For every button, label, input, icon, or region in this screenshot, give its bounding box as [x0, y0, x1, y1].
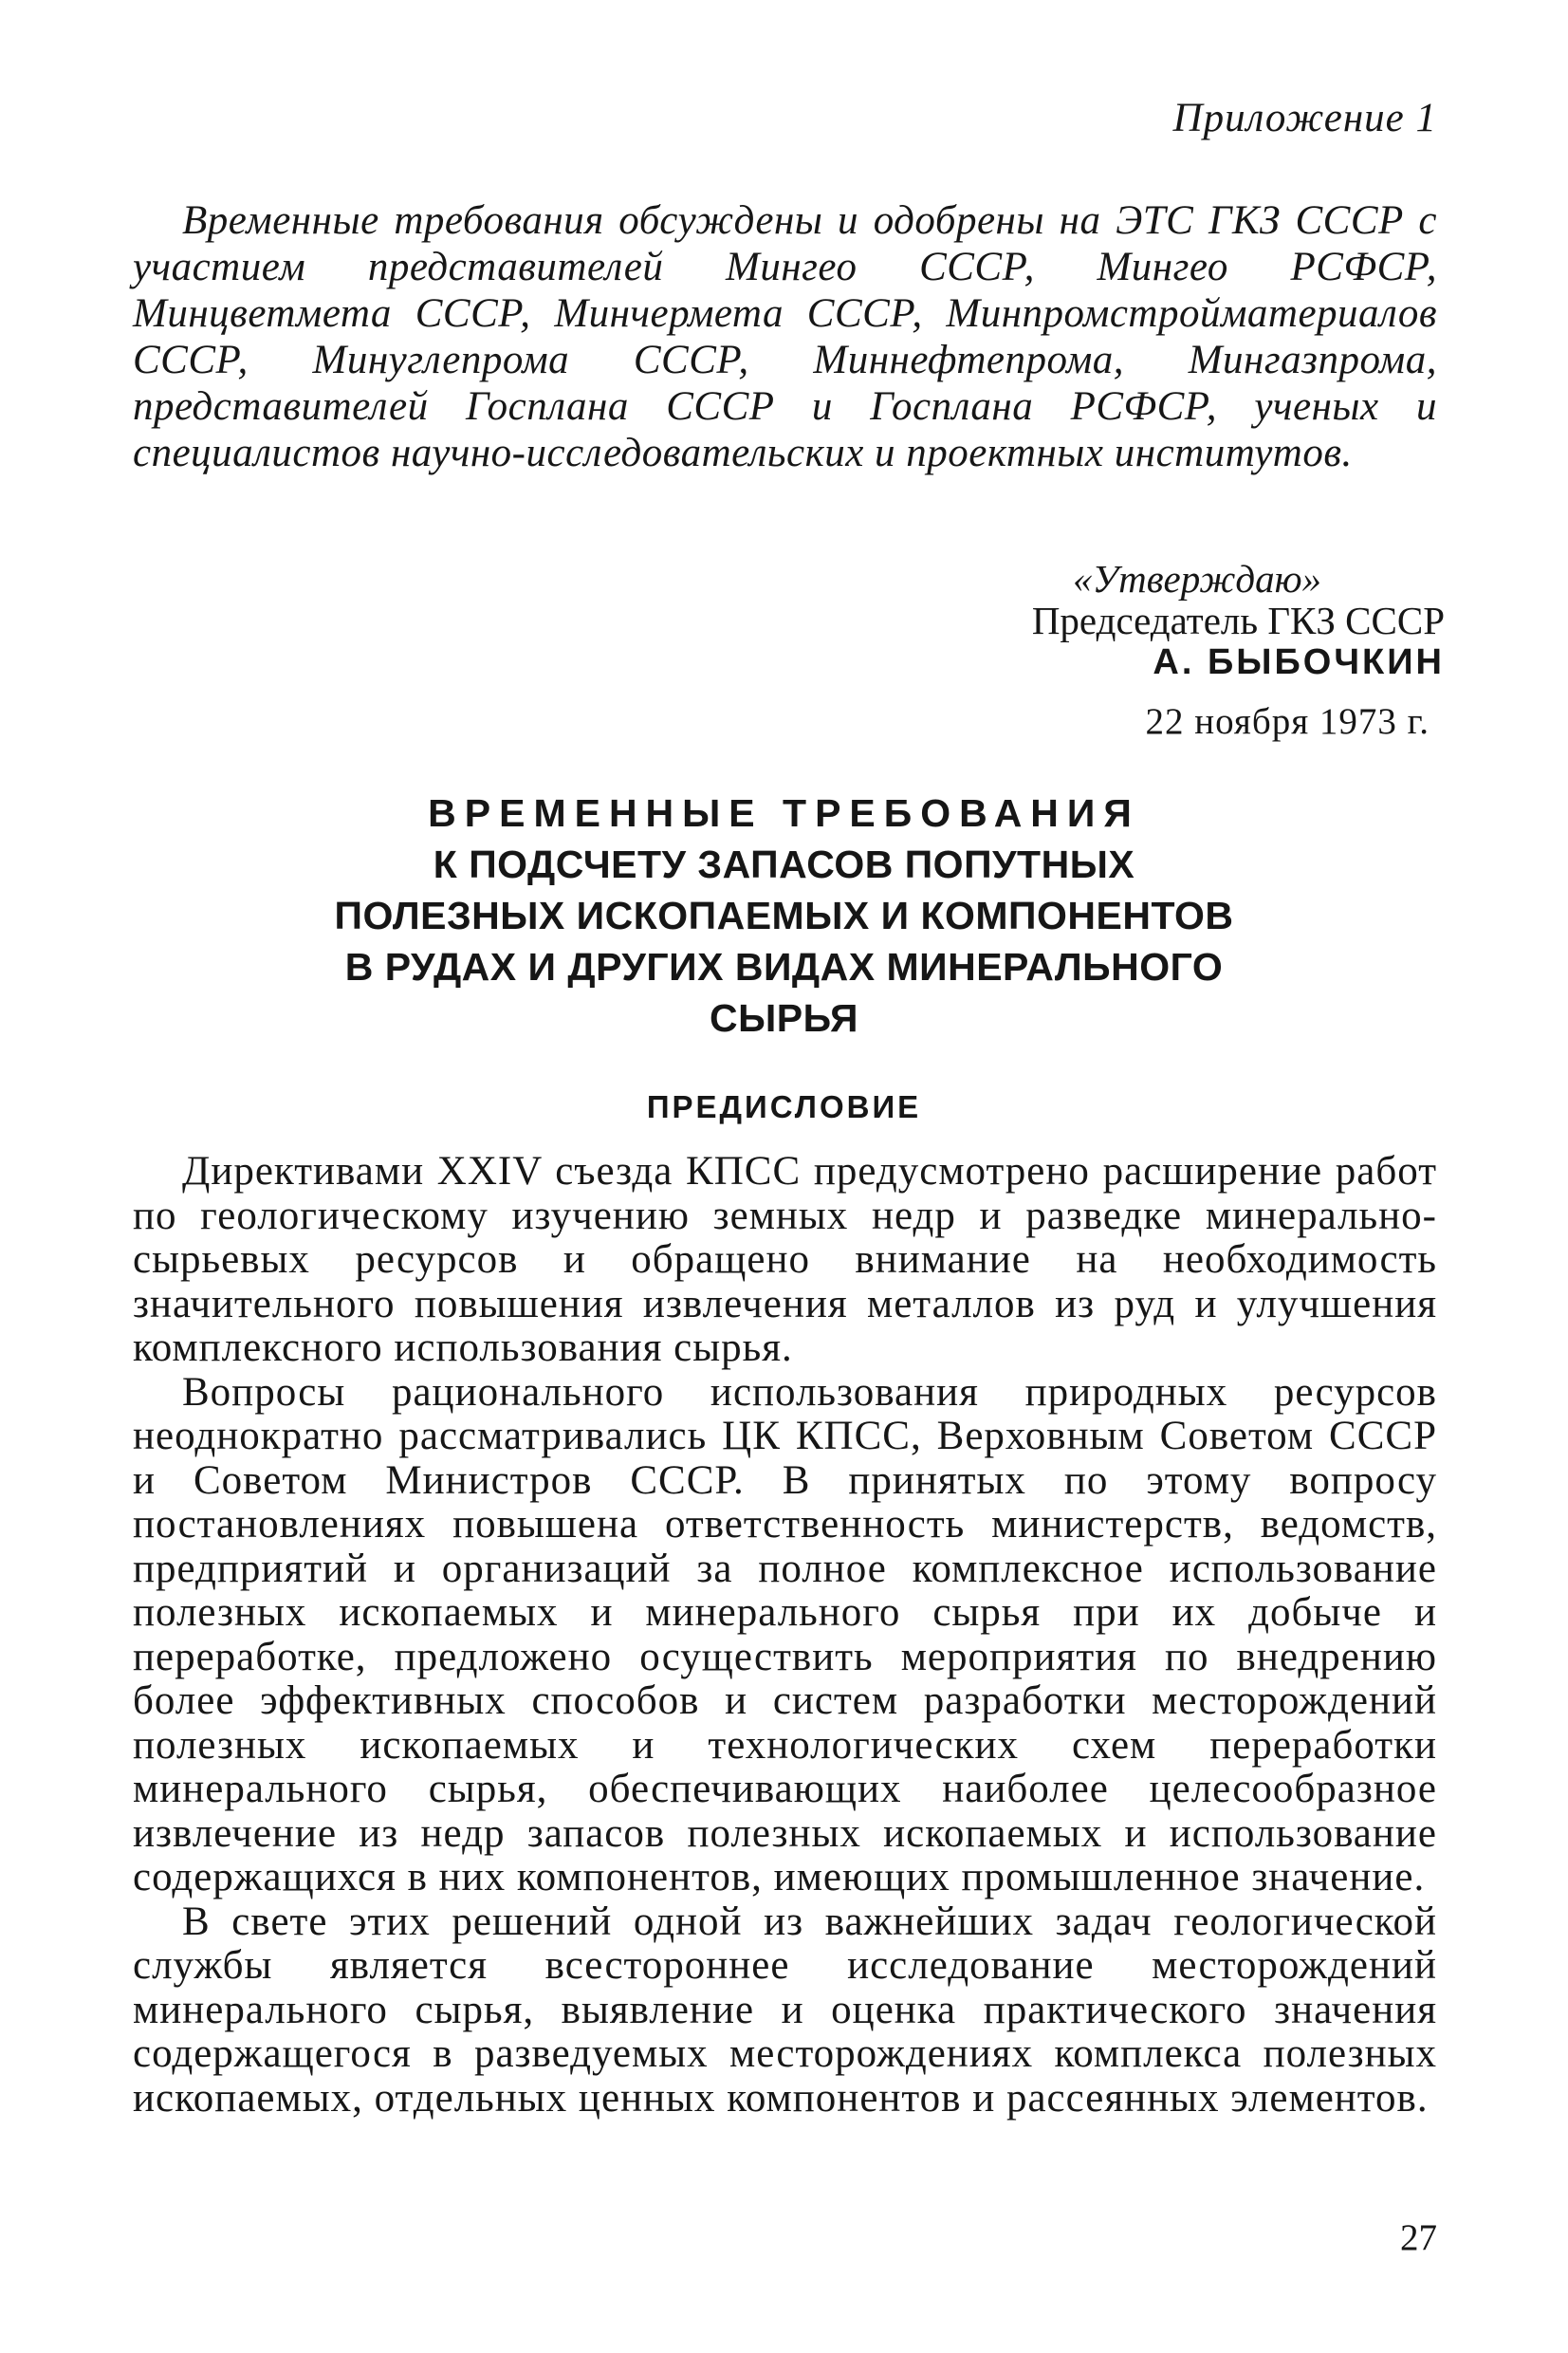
approval-date: 22 ноября 1973 г.: [1145, 701, 1430, 742]
page-number: 27: [1400, 2217, 1437, 2258]
paragraph: В свете этих решений одной из важнейших задач геологической службы является всестороннее исследование месторождений минерального сырья, выявление и оценка практического значения содержащегося в разведуемых месторождениях комплекса полезных ископаемых, отдельных ценных компонентов и рассеянных элементов.: [133, 1899, 1437, 2121]
appendix-label: Приложение 1: [1172, 96, 1437, 140]
title-line-2: К ПОДСЧЕТУ ЗАПАСОВ ПОПУТНЫХ: [433, 843, 1135, 886]
title-line-4: В РУДАХ И ДРУГИХ ВИДАХ МИНЕРАЛЬНОГО: [344, 945, 1224, 989]
paragraph: Директивами XXIV съезда КПСС предусмотрено расширение работ по геологическому изучению земных недр и разведке минерально-сырьевых ресурсов и обращено внимание на необходимость значительного повышения извлечения металлов из руд и улучшения комплексного использования сырья.: [133, 1149, 1437, 1370]
chairman-name: А. БЫБОЧКИН: [1153, 642, 1445, 682]
title-line-1: ВРЕМЕННЫЕ ТРЕБОВАНИЯ: [428, 791, 1140, 835]
section-heading: ПРЕДИСЛОВИЕ: [646, 1089, 922, 1124]
approval-note: [133, 197, 1437, 476]
approved-label: «Утверждаю»: [1073, 557, 1321, 601]
chairman-title: Председатель ГКЗ СССР: [1031, 599, 1445, 642]
title-line-3: ПОЛЕЗНЫХ ИСКОПАЕМЫХ И КОМПОНЕНТОВ: [334, 894, 1234, 937]
body-text: [133, 1150, 1437, 2121]
paragraph: Вопросы рационального использования природных ресурсов неоднократно рассматривались ЦК КПСС, Верховным Советом СССР и Советом Министров СССР. В принятых по этому вопросу постановлениях повышена ответственность министерств, ведомств, предприятий и организаций за полное комплексное использование полезных ископаемых и минерального сырья при их добыче и переработке, предложено осуществить мероприятия по внедрению более эффективных способов и систем разработки месторождений полезных ископаемых и технологических схем переработки минерального сырья, обеспечивающих наиболее целесообразное извлечение из недр запасов полезных ископаемых и использование содержащихся в них компонентов, имеющих промышленное значение.: [133, 1369, 1437, 1899]
approval-stamp: [1032, 558, 1445, 683]
approval-note-text: Временные требования обсуждены и одобрены на ЭТС ГКЗ СССР с участием представителей Мингео СССР, Мингео РСФСР, Минцветмета СССР, Минчермета СССР, Минпромстройматериалов СССР, Минуглепрома СССР, Миннефтепрома, Мингазпрома, представителей Госплана СССР и Госплана РСФСР, ученых и специалистов научно-исследовательских и проектных институтов.: [133, 198, 1437, 475]
title-line-5: СЫРЬЯ: [710, 996, 858, 1040]
document-title: [0, 787, 1568, 1044]
